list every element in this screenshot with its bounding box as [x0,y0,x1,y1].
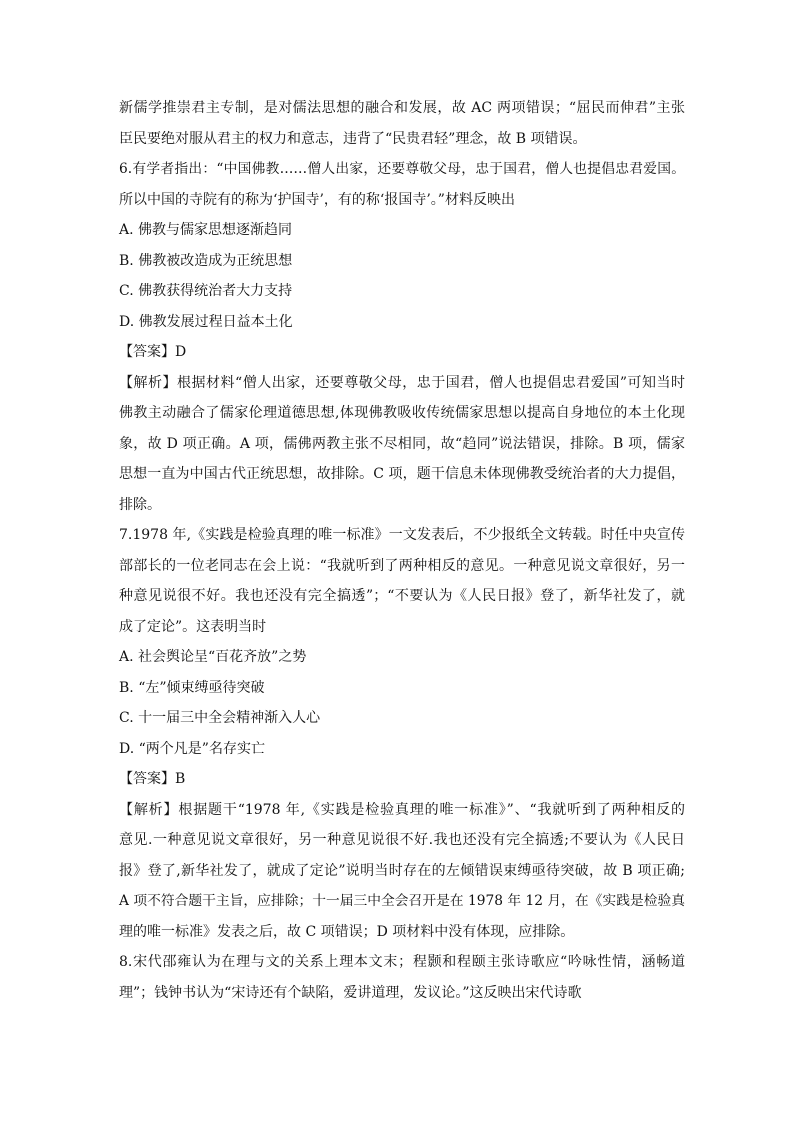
question-6-option-d: D. 佛教发展过程日益本土化 [119,313,293,330]
question-6-answer: 【答案】D [119,344,187,360]
question-7-option-a: A. 社会舆论呈“百花齐放”之势 [119,649,307,665]
question-6-analysis: 象，故 D 项正确。A 项，儒佛两教主张不尽相同，故“趋同”说法错误，排除。B 项，儒家 [119,435,685,452]
text-line: 新儒学推崇君主专制，是对儒法思想的融合和发展，故 AC 两项错误；“屈民而伸君”主张 [119,100,685,116]
question-6-analysis: 【解析】根据材料“僧人出家，还要尊敬父母，忠于国君，僧人也提倡忠君爱国”可知当时 [119,374,685,391]
question-7-option-c: C. 十一届三中全会精神渐入人心 [119,710,321,726]
question-7-analysis: 【解析】根据题干“1978 年,《实践是检验真理的唯一标准》”、“我就听到了两种相反的 [119,801,685,818]
question-7-stem: 种意见说很不好。我也还没有完全搞透”；“不要认为《人民日报》登了，新华社发了，就 [119,588,685,604]
question-7-analysis: 意见.一种意见说文章很好，另一种意见说很不好.我也还没有完全搞透;不要认为《人民日 [119,832,685,848]
question-7-analysis: A 项不符合题干主旨，应排除；十一届三中全会召开是在 1978 年 12 月，在《实践是检验真 [119,893,685,909]
question-6-analysis: 思想一直为中国古代正统思想，故排除。C 项，题干信息未体现佛教受统治者的大力提倡， [119,466,685,482]
question-6-stem: 所以中国的寺院有的称为‘护国寺’，有的称‘报国寺’。”材料反映出 [119,191,515,208]
question-7-answer: 【答案】B [119,771,186,787]
question-8-stem: 8.宋代邵雍认为在理与文的关系上理本文末；程颢和程颐主张诗歌应“吟咏性情，涵畅道 [119,954,685,970]
question-7-option-b: B. “左”倾束缚亟待突破 [119,679,265,696]
question-6-option-c: C. 佛教获得统治者大力支持 [119,283,293,299]
question-8-stem: 理”；钱钟书认为“宋诗还有个缺陷，爱讲道理，发议论。”这反映出宋代诗歌 [119,984,582,1001]
question-6-analysis: 佛教主动融合了儒家伦理道德思想,体现佛教吸收传统儒家思想以提高自身地位的本土化现 [119,405,685,421]
text-line: 臣民要绝对服从君主的权力和意志，违背了“民贵君轻”理念，故 B 项错误。 [119,130,587,147]
question-7-analysis: 理的唯一标准》发表之后，故 C 项错误；D 项材料中没有体现，应排除。 [119,923,575,940]
question-6-option-a: A. 佛教与儒家思想逐渐趋同 [119,222,293,238]
question-6-stem: 6.有学者指出：“中国佛教……僧人出家，还要尊敬父母，忠于国君，僧人也提倡忠君爱国。 [119,161,685,177]
question-7-stem: 成了定论”。这表明当时 [119,618,267,635]
question-7-option-d: D. “两个凡是”名存实亡 [119,740,265,757]
question-6-option-b: B. 佛教被改造成为正统思想 [119,252,293,269]
question-7-stem: 部部长的一位老同志在会上说：“我就听到了两种相反的意见。一种意见说文章很好，另一 [119,557,685,574]
question-7-analysis: 报》登了,新华社发了，就成了定论”说明当时存在的左倾错误束缚亟待突破，故 B 项正确; [119,862,685,879]
document-page [119,98,685,1013]
question-7-stem: 7.1978 年,《实践是检验真理的唯一标准》一文发表后，不少报纸全文转载。时任中央宣传 [119,527,685,543]
question-6-analysis: 排除。 [119,496,161,513]
